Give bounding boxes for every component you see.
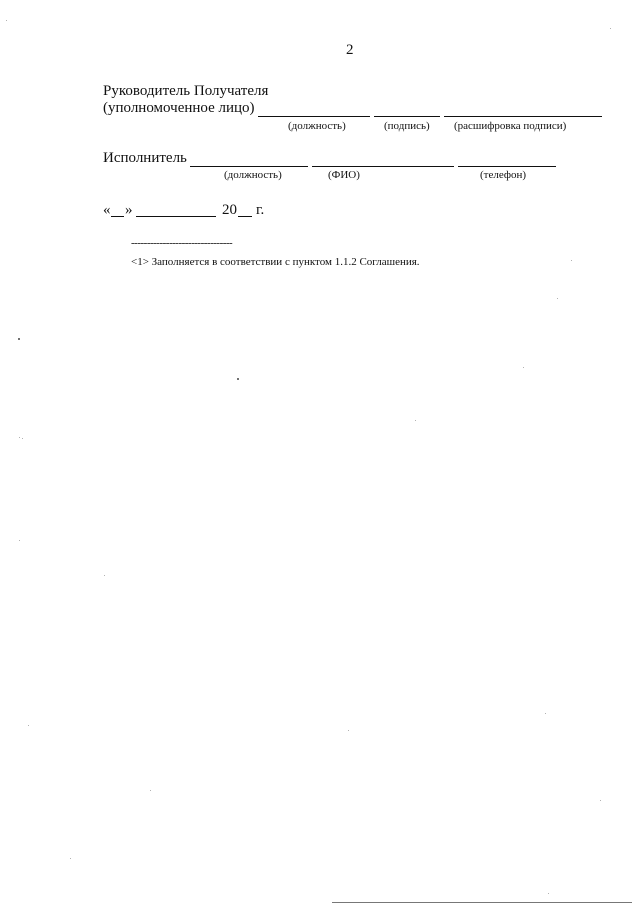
scan-edge-line xyxy=(332,902,632,903)
page-number: 2 xyxy=(346,42,354,58)
scan-speck xyxy=(545,713,546,714)
date-year-suffix: г. xyxy=(256,202,265,218)
footnote-text: <1> Заполняется в соответствии с пунктом 1.1.2 Соглашения. xyxy=(131,256,420,268)
scan-speck xyxy=(22,438,23,439)
head-signature-line[interactable] xyxy=(374,116,440,117)
scan-speck xyxy=(548,893,549,894)
date-day-line[interactable] xyxy=(111,216,124,217)
head-caption-decoding: (расшифровка подписи) xyxy=(454,120,567,132)
head-title: Руководитель Получателя xyxy=(103,83,269,99)
date-year-line[interactable] xyxy=(238,216,252,217)
scan-speck xyxy=(571,260,572,261)
scan-speck xyxy=(19,540,20,541)
head-decoding-line[interactable] xyxy=(444,116,602,117)
scan-speck xyxy=(19,437,20,438)
date-quote-open: « xyxy=(103,202,111,218)
head-subtitle: (уполномоченное лицо) xyxy=(103,100,255,116)
scan-speck xyxy=(237,378,239,380)
date-quote-close: » xyxy=(125,202,133,218)
executor-name-line[interactable] xyxy=(312,166,454,167)
footnote-separator: -------------------------------- xyxy=(131,237,233,249)
scan-speck xyxy=(523,367,524,368)
scan-speck xyxy=(28,725,29,726)
date-month-line[interactable] xyxy=(136,216,216,217)
head-caption-signature: (подпись) xyxy=(384,120,430,132)
executor-phone-line[interactable] xyxy=(458,166,556,167)
executor-label: Исполнитель xyxy=(103,150,187,166)
head-caption-position: (должность) xyxy=(288,120,346,132)
executor-caption-position: (должность) xyxy=(224,169,282,181)
scan-speck xyxy=(150,790,151,791)
scan-speck xyxy=(557,298,558,299)
scan-speck xyxy=(610,28,611,29)
date-year-prefix: 20 xyxy=(222,202,237,218)
executor-caption-phone: (телефон) xyxy=(480,169,527,181)
scan-speck xyxy=(6,20,7,21)
scan-speck xyxy=(415,420,416,421)
scan-speck xyxy=(70,858,71,859)
scan-speck xyxy=(600,800,601,801)
executor-position-line[interactable] xyxy=(190,166,308,167)
scan-speck xyxy=(348,730,349,731)
scan-speck xyxy=(104,575,105,576)
head-position-line[interactable] xyxy=(258,116,370,117)
executor-caption-name: (ФИО) xyxy=(328,169,360,181)
scan-speck xyxy=(18,338,20,340)
